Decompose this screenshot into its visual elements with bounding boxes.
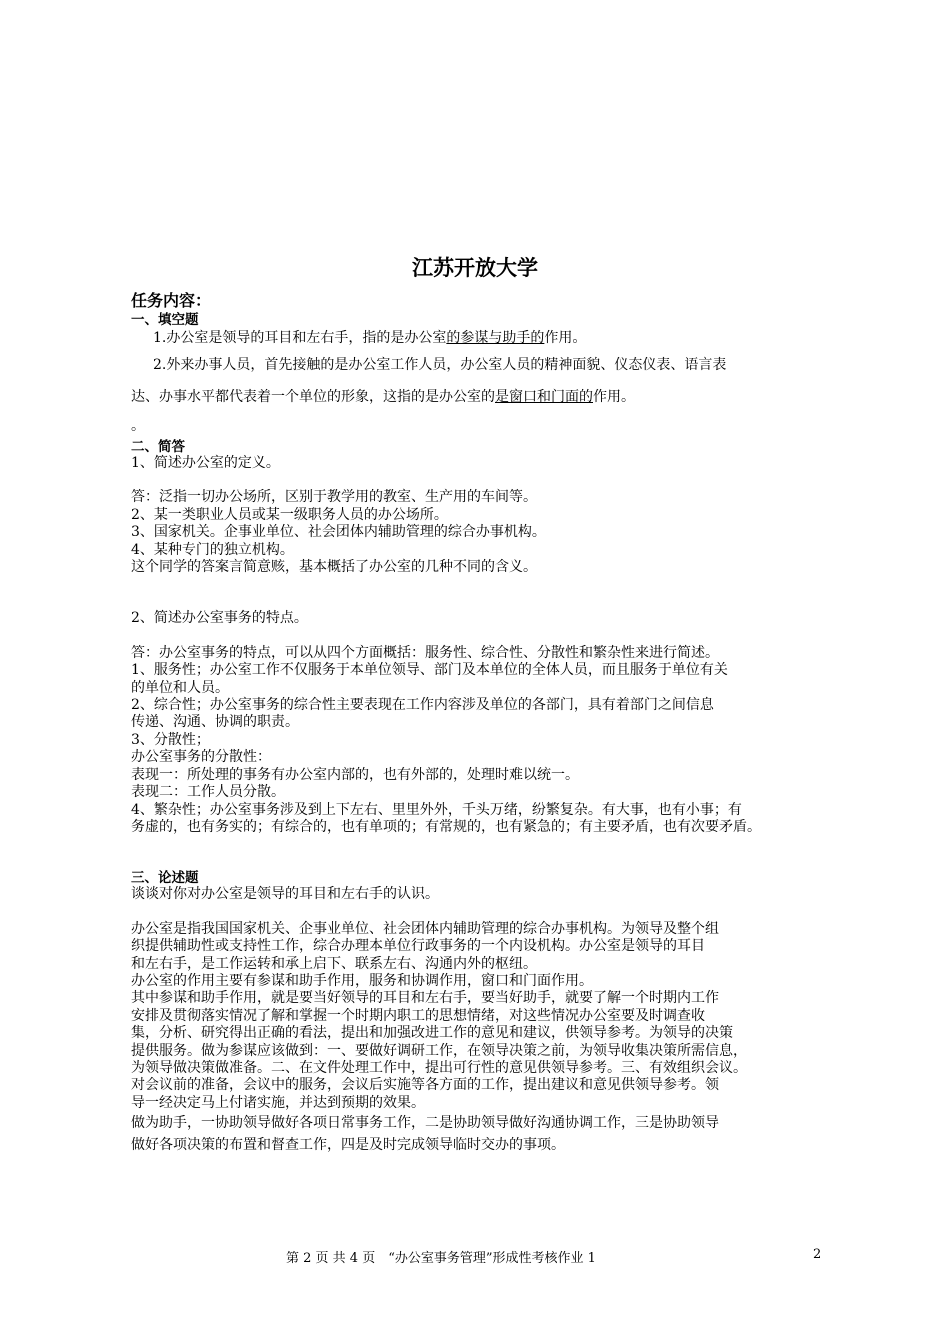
task-heading: 任务内容：	[131, 291, 212, 310]
essay-answer-line: 织提供辅助性或支持性工作，综合办理本单位行政事务的一个内设机构。办公室是领导的耳目	[131, 938, 705, 955]
short-question-2: 2、简述办公室事务的特点。	[131, 610, 308, 627]
answer-2-line: 表现一：所处理的事务有办公室内部的，也有外部的，处理时难以统一。	[131, 766, 579, 783]
answer-1-line: 2、某一类职业人员或某一级职务人员的办公场所。	[131, 506, 448, 523]
fill-q1-text: 1.办公室是领导的耳目和左右手，指的是办公室	[153, 330, 447, 346]
footer-text: 第 2 页 共 4 页 “办公室事务管理”形成性考核作业 1	[286, 1251, 596, 1266]
essay-answer-line: 导一经决定马上付诸实施，并达到预期的效果。	[131, 1094, 425, 1111]
answer-2-line: 4、繁杂性；办公室事务涉及到上下左右、里里外外，千头万绪，纷繁复杂。有大事，也有小事；有	[131, 801, 742, 818]
answer-2-line: 答：办公室事务的特点，可以从四个方面概括：服务性、综合性、分散性和繁杂性来进行简述。	[131, 644, 719, 661]
fill-q2-answer: 是窗口和门面的	[495, 389, 593, 405]
fill-q2-suffix: 作用。	[593, 389, 635, 405]
short-question-1: 1、简述办公室的定义。	[131, 455, 280, 471]
essay-answer-line: 对会议前的准备，会议中的服务，会议后实施等各方面的工作，提出建议和意见供领导参考。领	[131, 1077, 719, 1094]
essay-answer-line: 安排及贯彻落实情况了解和掌握一个时期内职工的思想情绪，对这些情况办公室要及时调查收	[131, 1007, 705, 1024]
answer-2-line: 务虚的，也有务实的；有综合的，也有单项的；有常规的，也有紧急的；有主要矛盾，也有次要矛盾。	[131, 818, 761, 835]
section-1-heading: 一、填空题	[131, 312, 199, 328]
fill-q1-answer: 的参谋与助手的	[446, 330, 545, 346]
answer-1-line: 答：泛指一切办公场所，区别于教学用的教室、生产用的车间等。	[131, 489, 537, 506]
essay-answer-line: 集，分析、研究得出正确的看法，提出和加强改进工作的意见和建议，供领导参考。为领导的决策	[131, 1025, 733, 1042]
essay-closing-line-1: 做为助手，一协助领导做好各项日常事务工作，二是协助领导做好沟通协调工作，三是协助领导	[131, 1115, 719, 1132]
answer-2-line: 的单位和人员。	[131, 679, 229, 696]
answer-2-line: 办公室事务的分散性：	[131, 749, 271, 766]
section-3-heading: 三、论述题	[131, 870, 199, 887]
essay-answer-line: 提供服务。做为参谋应该做到：一、要做好调研工作，在领导决策之前，为领导收集决策所需信息，	[131, 1042, 747, 1059]
page-title: 江苏开放大学	[412, 256, 538, 280]
answer-2-line: 1、服务性；办公室工作不仅服务于本单位领导、部门及本单位的全体人员，而且服务于单位有关	[131, 662, 728, 679]
document-body	[131, 290, 825, 1156]
answer-2-line: 表现二：工作人员分散。	[131, 784, 285, 801]
essay-closing-line-2: 做好各项决策的布置和督查工作，四是及时完成领导临时交办的事项。	[131, 1137, 565, 1154]
answer-2-line: 3、分散性；	[131, 731, 210, 748]
answer-1-line: 4、某种专门的独立机构。	[131, 541, 294, 558]
fill-q2-text: 达、办事水平都代表着一个单位的形象，这指的是办公室的	[131, 389, 495, 405]
essay-answer-line: 和左右手，是工作运转和承上启下、联系左右、沟通内外的枢纽。	[131, 955, 537, 972]
essay-answer-line: 办公室是指我国国家机关、企事业单位、社会团体内辅助管理的综合办事机构。为领导及整个组	[131, 920, 719, 937]
essay-answer-line: 其中参谋和助手作用，就是要当好领导的耳目和左右手，要当好助手，就要了解一个时期内工作	[131, 990, 719, 1007]
fill-q1-suffix: 作用。	[544, 330, 587, 346]
fill-question-2-line-1: 2.外来办事人员，首先接触的是办公室工作人员，办公室人员的精神面貌、仪态仪表、语言表	[153, 357, 727, 373]
answer-1-line: 3、国家机关。企事业单位、社会团体内辅助管理的综合办事机构。	[131, 524, 546, 541]
essay-question: 谈谈对你对办公室是领导的耳目和左右手的认识。	[131, 886, 439, 903]
fill-question-1	[131, 328, 825, 349]
footer-page-number: 2	[813, 1247, 822, 1262]
answer-2-line: 2、综合性；办公室事务的综合性主要表现在工作内容涉及单位的各部门，具有着部门之间信息	[131, 697, 714, 714]
answer-1-line: 这个同学的答案言简意赅，基本概括了办公室的几种不同的含义。	[131, 559, 537, 576]
essay-answer-line: 办公室的作用主要有参谋和助手作用，服务和协调作用，窗口和门面作用。	[131, 972, 593, 989]
answer-2-line: 传递、沟通、协调的职责。	[131, 714, 299, 731]
stray-period: 。	[131, 418, 145, 434]
section-2-heading: 二、简答	[131, 439, 185, 455]
essay-answer-line: 为领导做决策做准备。二、在文件处理工作中，提出可行性的意见供领导参考。三、有效组织会议。	[131, 1059, 747, 1076]
fill-question-2-line-2	[131, 381, 825, 413]
